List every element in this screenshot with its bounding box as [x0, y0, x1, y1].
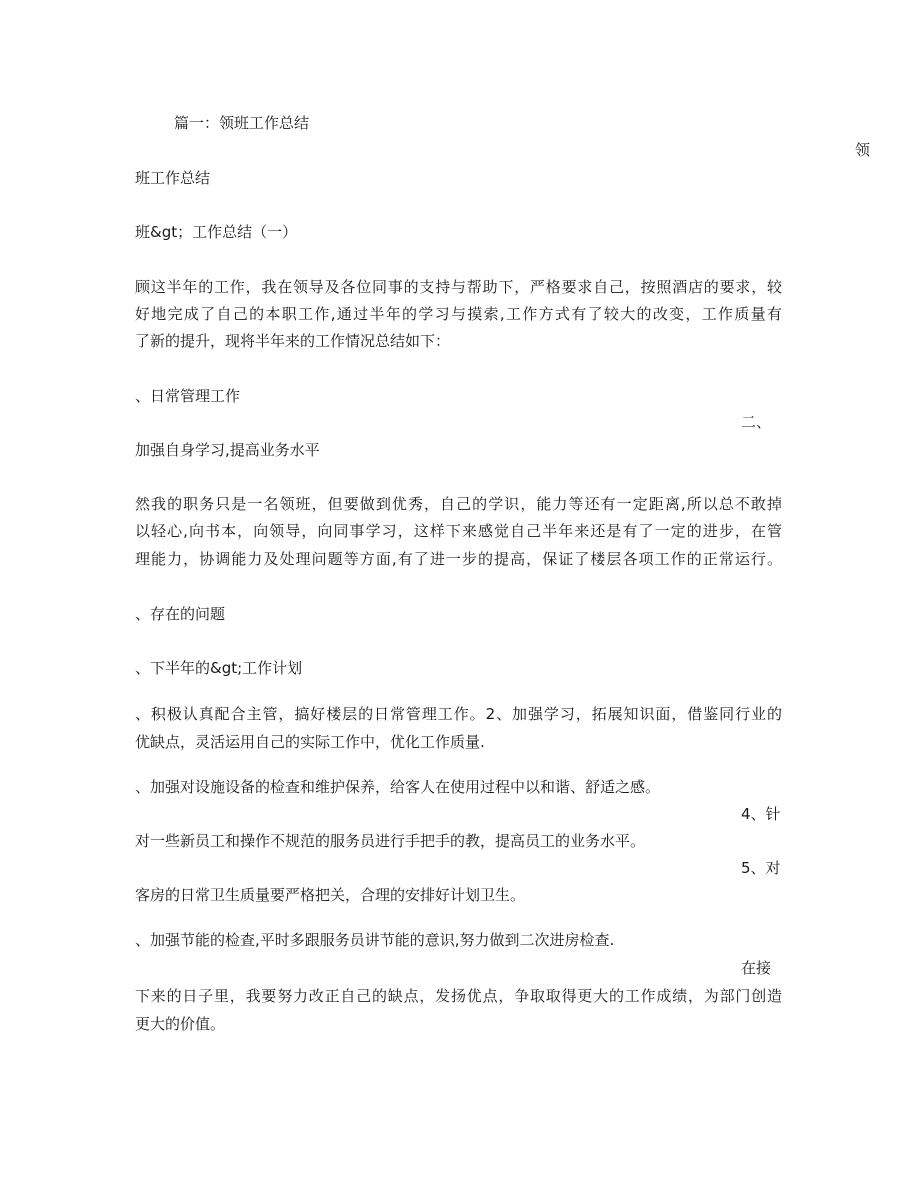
- item-daily-management: 、日常管理工作: [135, 387, 241, 405]
- plan-four-number: 4、针: [741, 805, 781, 823]
- item-problems: 、存在的问题: [135, 605, 226, 623]
- plan-six: 、加强节能的检查,平时多跟服务员讲节能的意识,努力做到二次进房检查.: [135, 931, 615, 949]
- plan-one-line: 、积极认真配合主管，搞好楼层的日常管理工作。2、加强学习，拓展知识面，借鉴同行业的: [135, 705, 782, 723]
- plan-one-line: 优缺点，灵活运用自己的实际工作中，优化工作质量.: [135, 733, 485, 751]
- closing-line: 下来的日子里，我要努力改正自己的缺点，发扬优点，争取取得更大的工作成绩，为部门创造: [135, 987, 782, 1005]
- item-plan: 、下半年的&gt;工作计划: [135, 659, 303, 677]
- intro-line: 顾这半年的工作，我在领导及各位同事的支持与帮助下，严格要求自己，按照酒店的要求，较: [135, 278, 782, 296]
- item-two-number: 二、: [741, 413, 772, 431]
- closing-line: 更大的价值。: [135, 1015, 226, 1033]
- plan-five-text: 客房的日常卫生质量要严格把关，合理的安排好计划卫生。: [135, 886, 526, 904]
- item-two-heading: 加强自身学习,提高业务水平: [135, 441, 320, 459]
- subtitle-rest: 班工作总结: [135, 169, 211, 187]
- plan-four-text: 对一些新员工和操作不规范的服务员进行手把手的教，提高员工的业务水平。: [135, 832, 646, 850]
- intro-line: 好地完成了自己的本职工作,通过半年的学习与摸索,工作方式有了较大的改变，工作质量有: [135, 305, 782, 323]
- study-line: 以轻心,向书本，向领导，向同事学习，这样下来感觉自己半年来还是有了一定的进步，在管: [135, 522, 782, 540]
- plan-three: 、加强对设施设备的检查和维护保养，给客人在使用过程中以和谐、舒适之感。: [135, 778, 661, 796]
- subtitle-first-char: 领: [855, 141, 871, 159]
- closing-head: 在接: [741, 959, 772, 977]
- document-title: 篇一：领班工作总结: [174, 114, 310, 132]
- section-heading: 班&gt；工作总结（一）: [135, 223, 298, 241]
- intro-line: 了新的提升，现将半年来的工作情况总结如下：: [135, 332, 451, 350]
- study-line: 然我的职务只是一名领班，但要做到优秀，自己的学识，能力等还有一定距离,所以总不敢掉: [135, 495, 782, 513]
- study-line: 理能力，协调能力及处理问题等方面,有了进一步的提高，保证了楼层各项工作的正常运行。: [135, 550, 782, 568]
- plan-five-number: 5、对: [741, 859, 781, 877]
